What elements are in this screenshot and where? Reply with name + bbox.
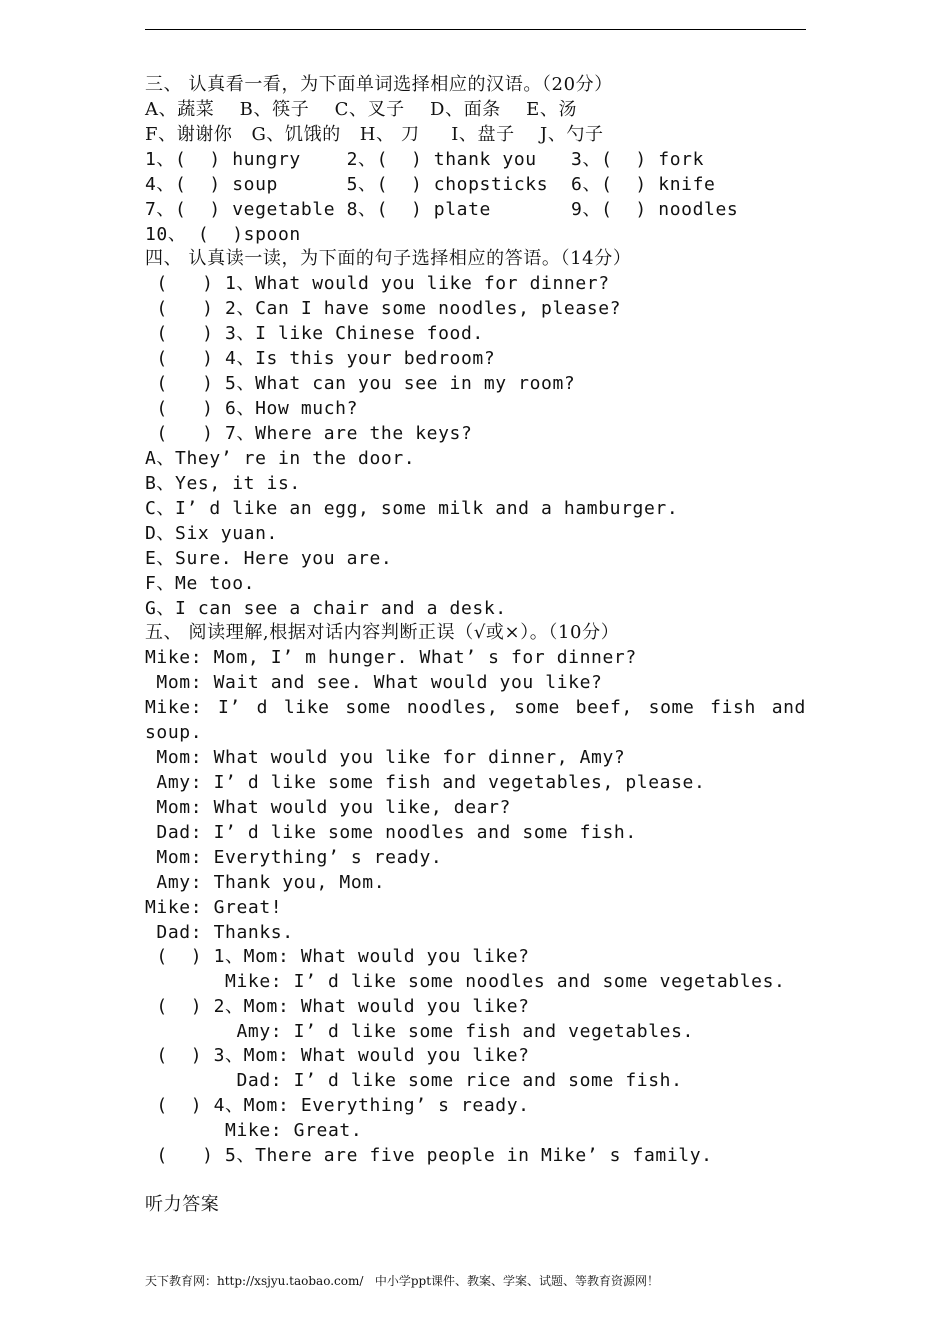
judgement-line: ( ) 3、Mom: What would you like? [145, 1045, 530, 1066]
dialogue-line: Mom: What would you like for dinner, Amy? [145, 747, 626, 768]
question-line: ( ) 3、I like Chinese food. [145, 323, 484, 344]
judgement-line: ( ) 5、There are five people in Mike’ s family. [145, 1145, 713, 1166]
question-line: ( ) 5、What can you see in my room? [145, 373, 576, 394]
dialogue-line: Mom: Wait and see. What would you like? [145, 672, 603, 693]
dialogue-line: Dad: I’ d like some noodles and some fish. [145, 822, 637, 843]
section-3-items-row-4: 10、 ( )spoon [145, 224, 301, 245]
answer-line: F、Me too. [145, 573, 256, 594]
judgement-line: Dad: I’ d like some rice and some fish. [145, 1070, 683, 1091]
header-rule [145, 29, 806, 30]
dialogue-line: Mike: I’ d like some noodles, some beef, some fish and [145, 697, 806, 718]
question-line: ( ) 1、What would you like for dinner? [145, 273, 610, 294]
listening-answers-heading: 听力答案 [145, 1194, 220, 1215]
section-5-heading: 五、 阅读理解,根据对话内容判断正误（√或×）。（10分） [145, 622, 620, 643]
section-3-items-row-3: 7、( ) vegetable 8、( ) plate 9、( ) noodles [145, 199, 739, 220]
answer-line: D、Six yuan. [145, 523, 278, 544]
section-3-heading: 三、 认真看一看，为下面单词选择相应的汉语。（20分） [145, 74, 613, 95]
judgement-line: Amy: I’ d like some fish and vegetables. [145, 1021, 694, 1042]
dialogue-line: Amy: Thank you, Mom. [145, 872, 386, 893]
question-line: ( ) 7、Where are the keys? [145, 423, 473, 444]
question-line: ( ) 6、How much? [145, 398, 359, 419]
dialogue-line: Dad: Thanks. [145, 922, 294, 943]
section-3-options-row-2: F、谢谢你 G、饥饿的 H、 刀 I、盘子 J、勺子 [145, 124, 604, 145]
question-line: ( ) 4、Is this your bedroom? [145, 348, 496, 369]
dialogue-line: Amy: I’ d like some fish and vegetables, please. [145, 772, 706, 793]
judgement-line: ( ) 2、Mom: What would you like? [145, 996, 530, 1017]
dialogue-line: Mike: Mom, I’ m hunger. What’ s for dinner? [145, 647, 637, 668]
judgement-line: ( ) 4、Mom: Everything’ s ready. [145, 1095, 530, 1116]
answer-line: G、I can see a chair and a desk. [145, 598, 507, 619]
judgement-line: Mike: I’ d like some noodles and some vegetables. [145, 971, 786, 992]
section-4-heading: 四、 认真读一读，为下面的句子选择相应的答语。（14分） [145, 248, 632, 269]
judgement-line: ( ) 1、Mom: What would you like? [145, 946, 530, 967]
section-3-options-row-1: A、蔬菜 B、筷子 C、叉子 D、面条 E、汤 [145, 99, 578, 120]
dialogue-line: soup. [145, 722, 203, 743]
dialogue-line: Mike: Great! [145, 897, 283, 918]
dialogue-line: Mom: What would you like, dear? [145, 797, 511, 818]
question-line: ( ) 2、Can I have some noodles, please? [145, 298, 622, 319]
answer-line: A、They’ re in the door. [145, 448, 416, 469]
answer-line: B、Yes, it is. [145, 473, 301, 494]
answer-line: C、I’ d like an egg, some milk and a hamburger. [145, 498, 679, 519]
section-3-items-row-2: 4、( ) soup 5、( ) chopsticks 6、( ) knife [145, 174, 716, 195]
answer-line: E、Sure. Here you are. [145, 548, 393, 569]
page-footer: 天下教育网：http://xsjyu.taobao.com/ 中小学ppt课件、教案、学案、试题、等教育资源网！ [145, 1274, 660, 1288]
judgement-line: Mike: Great. [145, 1120, 363, 1141]
dialogue-line: Mom: Everything’ s ready. [145, 847, 443, 868]
section-3-items-row-1: 1、( ) hungry 2、( ) thank you 3、( ) fork [145, 149, 705, 170]
